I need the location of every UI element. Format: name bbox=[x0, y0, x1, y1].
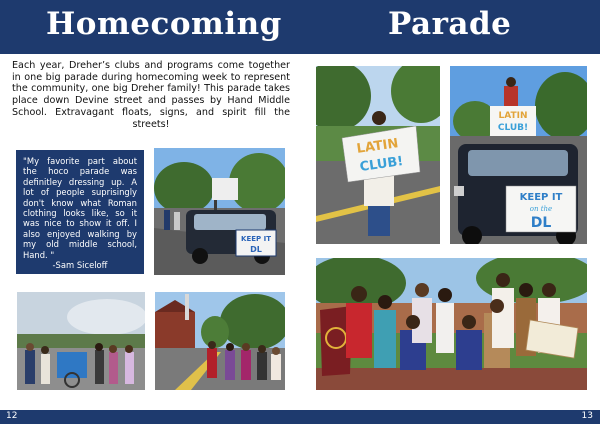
photo-parade-crowd bbox=[17, 292, 145, 390]
car-top-sign-line2: CLUB! bbox=[497, 123, 529, 133]
car-sign-line1: KEEP IT bbox=[519, 192, 563, 203]
car-sign-line3: DL bbox=[530, 215, 552, 231]
page-number-right: 13 bbox=[581, 411, 593, 421]
small-sign-sub: DL bbox=[250, 245, 262, 254]
small-sign-text: KEEP IT bbox=[241, 235, 271, 243]
car-top-sign-line1: LATIN bbox=[498, 111, 528, 121]
photo-car-street bbox=[154, 148, 285, 275]
quote-box bbox=[16, 150, 144, 274]
photo-car-keep-it-sign bbox=[450, 66, 587, 244]
latin-sign-line1: LATIN bbox=[355, 136, 400, 157]
title-parade: Parade bbox=[388, 6, 512, 42]
photo-group bbox=[316, 258, 587, 390]
intro-paragraph: Each year, Dreher’s clubs and programs come together in one big parade during homecoming week to represent the community, one big Dreher family! This parade takes place down Devine street and passes by Hand Middle School. Extravagant floats, signs, and spirit fill the streets! bbox=[12, 60, 290, 130]
latin-sign-line2: CLUB! bbox=[358, 154, 405, 176]
quote-author: -Sam Siceloff bbox=[52, 260, 108, 271]
quote-text: "My favorite part about the hoco parade was definitley dressing up. A lot of people suprisingly don't know what Roman clothing looks like, so it was nice to show it off. I also enjoyed walking by my old middle school, Hand. " bbox=[23, 156, 137, 260]
title-homecoming: Homecoming bbox=[46, 6, 282, 42]
footer-bar bbox=[0, 410, 600, 424]
photo-parade-church bbox=[155, 292, 285, 390]
photo-latin-club-sign bbox=[316, 66, 440, 244]
page-number-left: 12 bbox=[6, 411, 18, 421]
car-sign-line2: on the bbox=[529, 205, 553, 213]
